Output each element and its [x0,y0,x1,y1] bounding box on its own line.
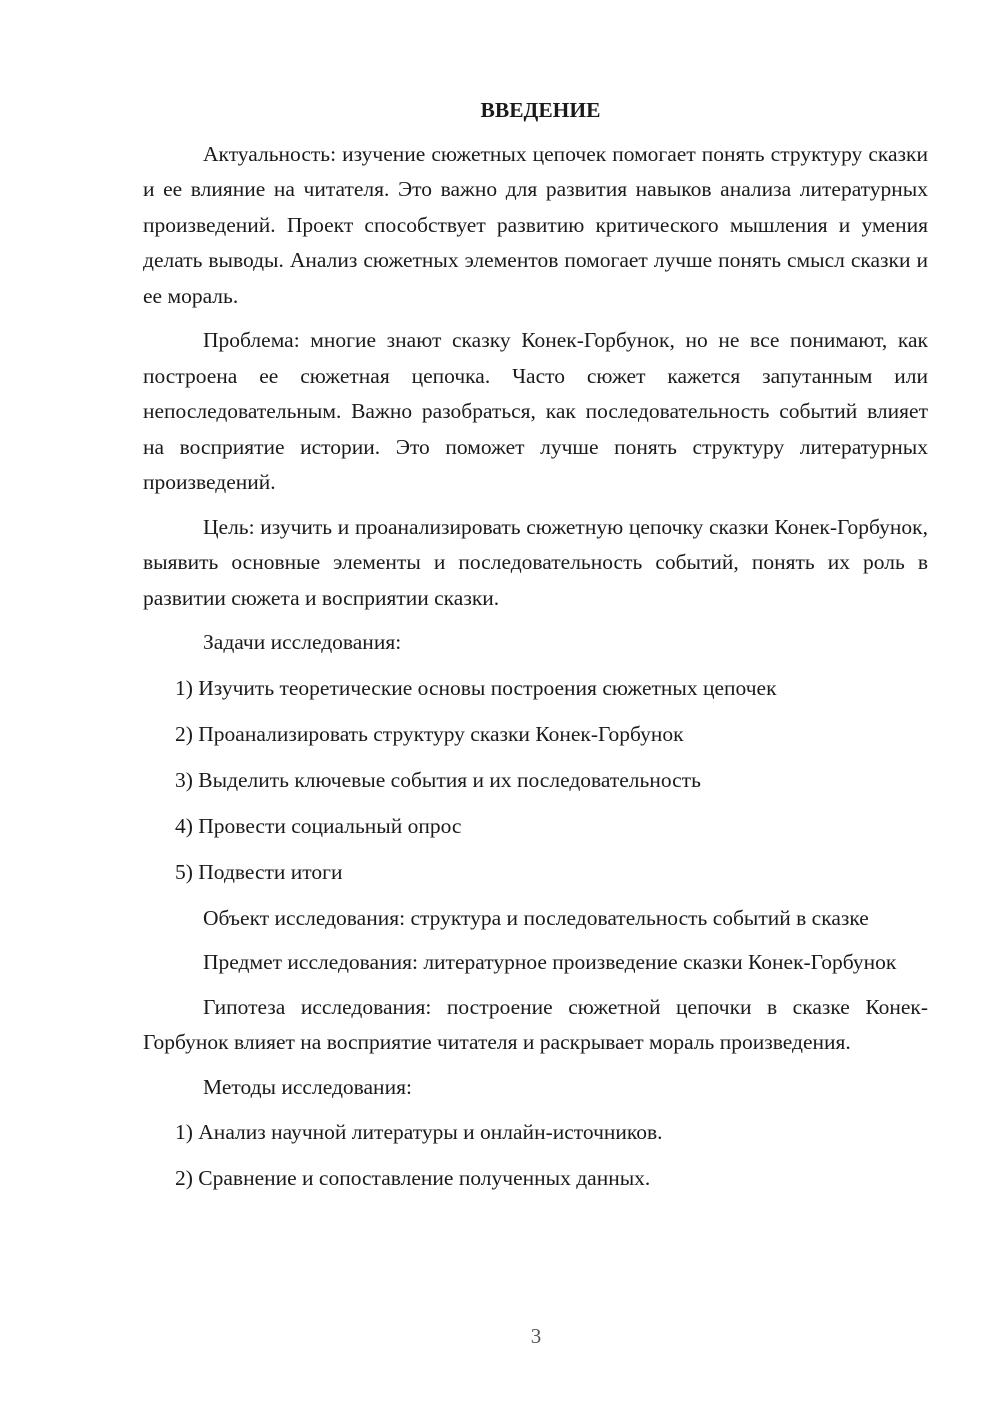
document-page [143,93,928,1207]
task-item: 3) Выделить ключевые события и их последовательность [175,767,701,792]
goal-paragraph: Цель: изучить и проанализировать сюжетную цепочку сказки Конек-Горбунок, выявить основные элементы и последовательность событий, понять их роль в развитии сюжета и восприятии сказки. [143,514,928,610]
tasks-heading: Задачи исследования: [203,630,402,654]
methods-list [143,1115,928,1197]
object-paragraph: Объект исследования: структура и последовательность событий в сказке [203,905,869,930]
method-item: 2) Сравнение и сопоставление полученных данных. [175,1166,651,1190]
task-item: 4) Провести социальный опрос [175,813,462,838]
subject-paragraph: Предмет исследования: литературное произведение сказки Конек-Горбунок [203,950,897,974]
relevance-paragraph: Актуальность: изучение сюжетных цепочек помогает понять структуру сказки и ее влияние на читателя. Это важно для развития навыков анализа литературных произведений. Проект способствует развитию критического мышления и умения делать выводы. Анализ сюжетных элементов помогает лучше понять смысл сказки и ее мораль. [143,141,928,308]
hypothesis-paragraph: Гипотеза исследования: построение сюжетной цепочки в сказке Конек-Горбунок влияет на восприятие читателя и раскрывает мораль произведения. [143,994,928,1054]
methods-heading: Методы исследования: [203,1074,412,1099]
page-number: 3 [530,1324,542,1348]
section-title: ВВЕДЕНИЕ [480,98,601,122]
task-item: 5) Подвести итоги [175,859,343,884]
method-item: 1) Анализ научной литературы и онлайн-источников. [175,1120,663,1144]
task-item: 1) Изучить теоретические основы построения сюжетных цепочек [175,675,777,700]
task-item: 2) Проанализировать структуру сказки Конек-Горбунок [175,721,684,746]
tasks-list [143,671,928,891]
problem-paragraph: Проблема: многие знают сказку Конек-Горбунок, но не все понимают, как построена ее сюжетная цепочка. Часто сюжет кажется запутанным или непоследовательным. Важно разобраться, как последовательность событий влияет на восприятие истории. Это поможет лучше понять структуру литературных произведений. [143,328,928,494]
